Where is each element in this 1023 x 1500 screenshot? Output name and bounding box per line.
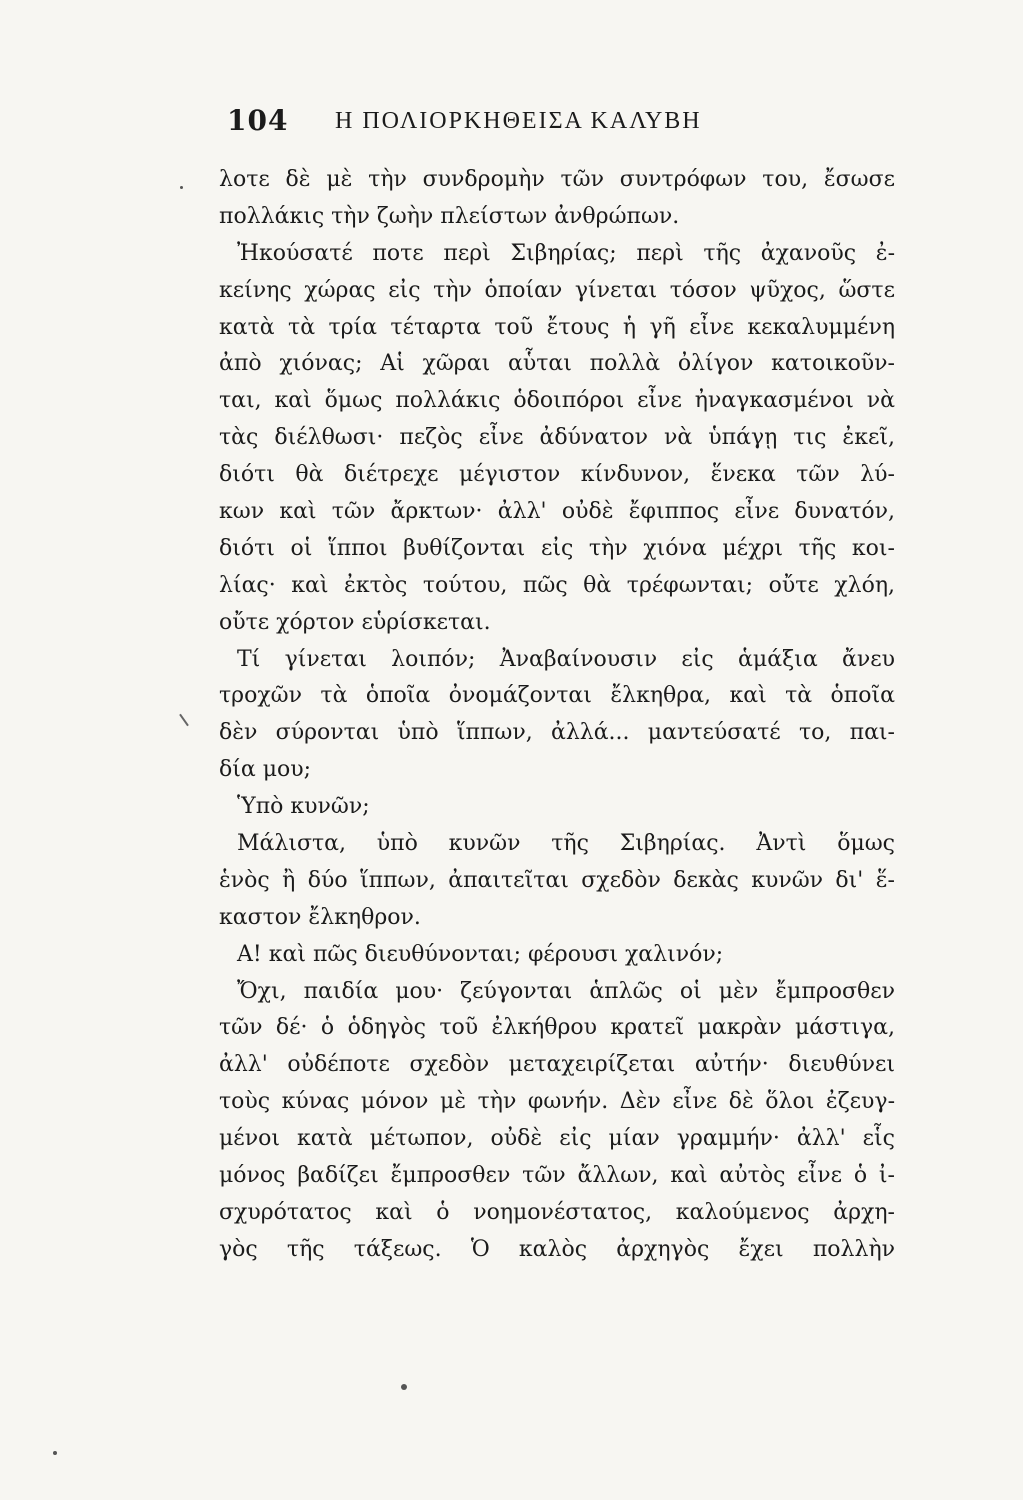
text-line: δὲν σύρονται ὑπὸ ἵππων, ἀλλά... μαντεύσατέ το, παι-: [219, 720, 895, 746]
text-line: τροχῶν τὰ ὁποῖα ὀνομάζονται ἔλκηθρα, καὶ τὰ ὁποῖα: [219, 683, 895, 709]
text-line: διότι οἱ ἵπποι βυθίζονται εἰς τὴν χιόνα μέχρι τῆς κοι-: [219, 535, 895, 561]
text-line: διότι θὰ διέτρεχε μέγιστον κίνδυνον, ἕνεκα τῶν λύ-: [219, 462, 895, 488]
text-line: Μάλιστα, ὑπὸ κυνῶν τῆς Σιβηρίας. Ἀντὶ ὅμως: [237, 831, 895, 857]
text-line: Ἠκούσατέ ποτε περὶ Σιβηρίας; περὶ τῆς ἀχανοῦς ἐ-: [237, 240, 895, 266]
text-line: Ὄχι, παιδία μου· ζεύγονται ἁπλῶς οἱ μὲν ἔμπροσθεν: [237, 978, 895, 1004]
ink-speck: [53, 1451, 57, 1455]
margin-mark: [179, 714, 189, 727]
text-line: Τί γίνεται λοιπόν; Ἀναβαίνουσιν εἰς ἁμάξια ἄνευ: [237, 646, 895, 672]
text-line: λοτε δὲ μὲ τὴν συνδρομὴν τῶν συντρόφων του, ἔσωσε: [219, 167, 895, 192]
text-line: ἑνὸς ἢ δύο ἵππων, ἀπαιτεῖται σχεδὸν δεκὰς κυνῶν δι' ἕ-: [219, 867, 895, 893]
text-line: δία μου;: [219, 757, 312, 783]
text-line: τοὺς κύνας μόνον μὲ τὴν φωνήν. Δὲν εἶνε δὲ ὅλοι ἐζευγ-: [219, 1089, 895, 1115]
text-line: μένοι κατὰ μέτωπον, οὐδὲ εἰς μίαν γραμμήν· ἀλλ' εἷς: [219, 1126, 895, 1152]
text-line: λίας· καὶ ἐκτὸς τούτου, πῶς θὰ τρέφωνται; οὔτε χλόη,: [219, 572, 895, 598]
text-line: Α! καὶ πῶς διευθύνονται; φέρουσι χαλινόν;: [237, 941, 724, 967]
ink-speck: [180, 186, 183, 189]
text-line: τὰς διέλθωσι· πεζὸς εἶνε ἀδύνατον νὰ ὑπάγῃ τις ἐκεῖ,: [219, 425, 895, 451]
ink-speck: [401, 1384, 407, 1390]
text-line: ται, καὶ ὅμως πολλάκις ὁδοιπόροι εἶνε ἠναγκασμένοι νὰ: [219, 388, 895, 414]
text-line: οὔτε χόρτον εὑρίσκεται.: [219, 609, 491, 635]
text-line: τῶν δέ· ὁ ὁδηγὸς τοῦ ἐλκήθρου κρατεῖ μακρὰν μάστιγα,: [219, 1015, 895, 1041]
body-text: [219, 162, 895, 1269]
text-line: καστον ἔλκηθρον.: [219, 904, 421, 930]
text-line: μόνος βαδίζει ἔμπροσθεν τῶν ἄλλων, καὶ αὐτὸς εἶνε ὁ ἰ-: [219, 1163, 895, 1189]
text-line: κείνης χώρας εἰς τὴν ὁποίαν γίνεται τόσον ψῦχος, ὥστε: [219, 277, 895, 303]
text-line: Ὑπὸ κυνῶν;: [237, 794, 370, 820]
text-line: σχυρότατος καὶ ὁ νοημονέστατος, καλούμενος ἀρχη-: [219, 1199, 895, 1225]
page-number: 104: [227, 104, 289, 137]
text-line: γὸς τῆς τάξεως. Ὁ καλὸς ἀρχηγὸς ἔχει πολλὴν: [219, 1236, 895, 1262]
text-line: κατὰ τὰ τρία τέταρτα τοῦ ἔτους ἡ γῆ εἶνε κεκαλυμμένη: [219, 314, 895, 340]
text-line: ἀπὸ χιόνας; Αἱ χῶραι αὗται πολλὰ ὀλίγον κατοικοῦν-: [219, 351, 895, 377]
running-title: Η ΠΟΛΙΟΡΚΗΘΕΙΣΑ ΚΑΛΥΒΗ: [335, 108, 702, 134]
text-line: ἀλλ' οὐδέποτε σχεδὸν μεταχειρίζεται αὐτήν· διευθύνει: [219, 1052, 895, 1078]
text-line: κων καὶ τῶν ἄρκτων· ἀλλ' οὐδὲ ἔφιππος εἶνε δυνατόν,: [219, 499, 895, 525]
page-header: [221, 104, 897, 144]
text-line: πολλάκις τὴν ζωὴν πλείστων ἀνθρώπων.: [219, 203, 680, 229]
